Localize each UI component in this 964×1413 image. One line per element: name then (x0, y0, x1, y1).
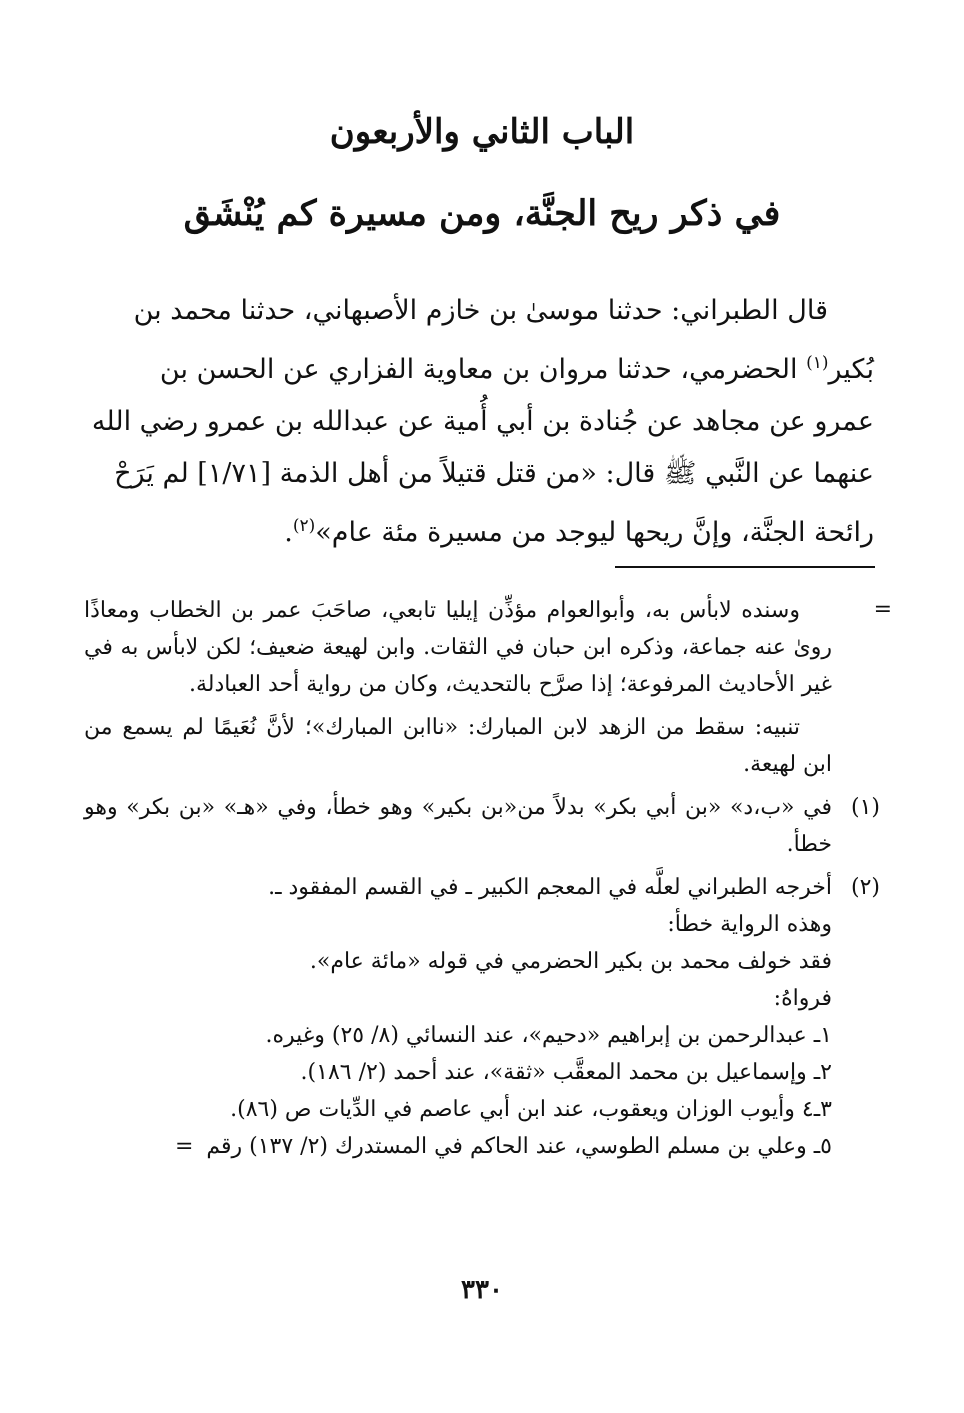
footnote-2-line-1: أخرجه الطبراني لعلَّه في المعجم الكبير ـ في القسم المفقود ـ. (268, 875, 832, 900)
continuation-marker-end: = (174, 1134, 194, 1159)
footnote-2 (84, 869, 880, 906)
main-line-5 (84, 500, 874, 559)
footnote-2-line-6: ٢ـ وإسماعيل بن محمد المعقَّب «ثقة»، عند أحمد (٢/ ١٨٦). (300, 1060, 832, 1085)
main-line-1: قال الطبراني: حدثنا موسىٰ بن خازم الأصبهاني، حدثنا محمد بن (133, 295, 828, 326)
continuation-marker: = (873, 597, 892, 622)
main-line-2-rest: الحضرمي، حدثنا مروان بن معاوية الفزاري عن الحسن بن (159, 354, 807, 385)
footnote-2-line-5: ١ـ عبدالرحمن بن إبراهيم «دحيم»، عند النسائي (٨/ ٢٥) وغيره. (265, 1023, 832, 1048)
footnote-2-line-2: وهذه الرواية خطأ: (667, 912, 832, 937)
footnote-2-number: (٢) (850, 875, 880, 900)
footnote-1-text: في «ب،د» «بن أبي بكر» بدلاً من«بن بكير» وهو خطأ، وفي «هـ» «بن بكر» وهو خطأ. (84, 795, 832, 857)
main-line-2 (84, 337, 874, 396)
footnote-2-line-4: فرواهُ: (773, 986, 832, 1011)
footnote-1-number: (١) (850, 795, 880, 820)
footnote-divider (615, 566, 875, 568)
footnote-continuation-1: وسنده لابأس به، وأبوالعوام مؤذِّن إيليا تابعي، صاحَبَ عمر بن الخطاب ومعاذًا روىٰ عنه جماعة، وذكره ابن حبان في الثقات. وابن لهيعة ضعيف؛ لكن لابأس به في غير الأحاديث المرفوعة؛ إذا صرَّح بالتحديث، وكان من رواية أحد العبادلة. (84, 598, 832, 697)
main-line-2-start: بُكير (828, 354, 874, 385)
footnote-2-line-8 (84, 1128, 880, 1165)
chapter-title: الباب الثاني والأربعون (329, 112, 635, 152)
page-number: ٣٣٠ (461, 1275, 503, 1305)
main-line-3: عمرو عن مجاهد عن جُنادة بن أبي أُمية عن عبدالله بن عمرو رضي الله (91, 406, 874, 437)
chapter-subtitle: في ذكر ريح الجنَّة، ومن مسيرة كم يُنْشَق (183, 193, 781, 234)
main-line-5-end: . (284, 517, 293, 548)
main-line-5-start: رائحة الجنَّة، وإنَّ ريحها ليوجد من مسيرة مئة عام» (315, 517, 874, 548)
main-text (84, 285, 874, 559)
footnote-1 (84, 789, 880, 863)
main-line-4: عنهما عن النَّبي ﷺ قال: «من قتل قتيلاً من أهل الذمة [١/٧١] لم يَرَحْ (114, 458, 874, 489)
footnotes (84, 592, 880, 1165)
footnote-ref-2: (٢) (292, 516, 316, 536)
footnote-2-line-7: ٣ـ٤ وأيوب الوزان ويعقوب، عند ابن أبي عاصم في الدِّيات ص (٨٦). (230, 1097, 832, 1122)
footnote-2-line-8-text: ٥ـ وعلي بن مسلم الطوسي، عند الحاكم في المستدرك (٢/ ١٣٧) رقم (206, 1134, 832, 1159)
footnote-2-line-3: فقد خولف محمد بن بكير الحضرمي في قوله «مائة عام». (309, 949, 832, 974)
footnote-continuation-2: تنبيه: سقط من الزهد لابن المبارك: «ناابن المبارك»؛ لأنَّ نُعَيمًا لم يسمع من ابن لهيعة. (84, 715, 832, 777)
footnote-ref-1: (١) (806, 353, 829, 373)
